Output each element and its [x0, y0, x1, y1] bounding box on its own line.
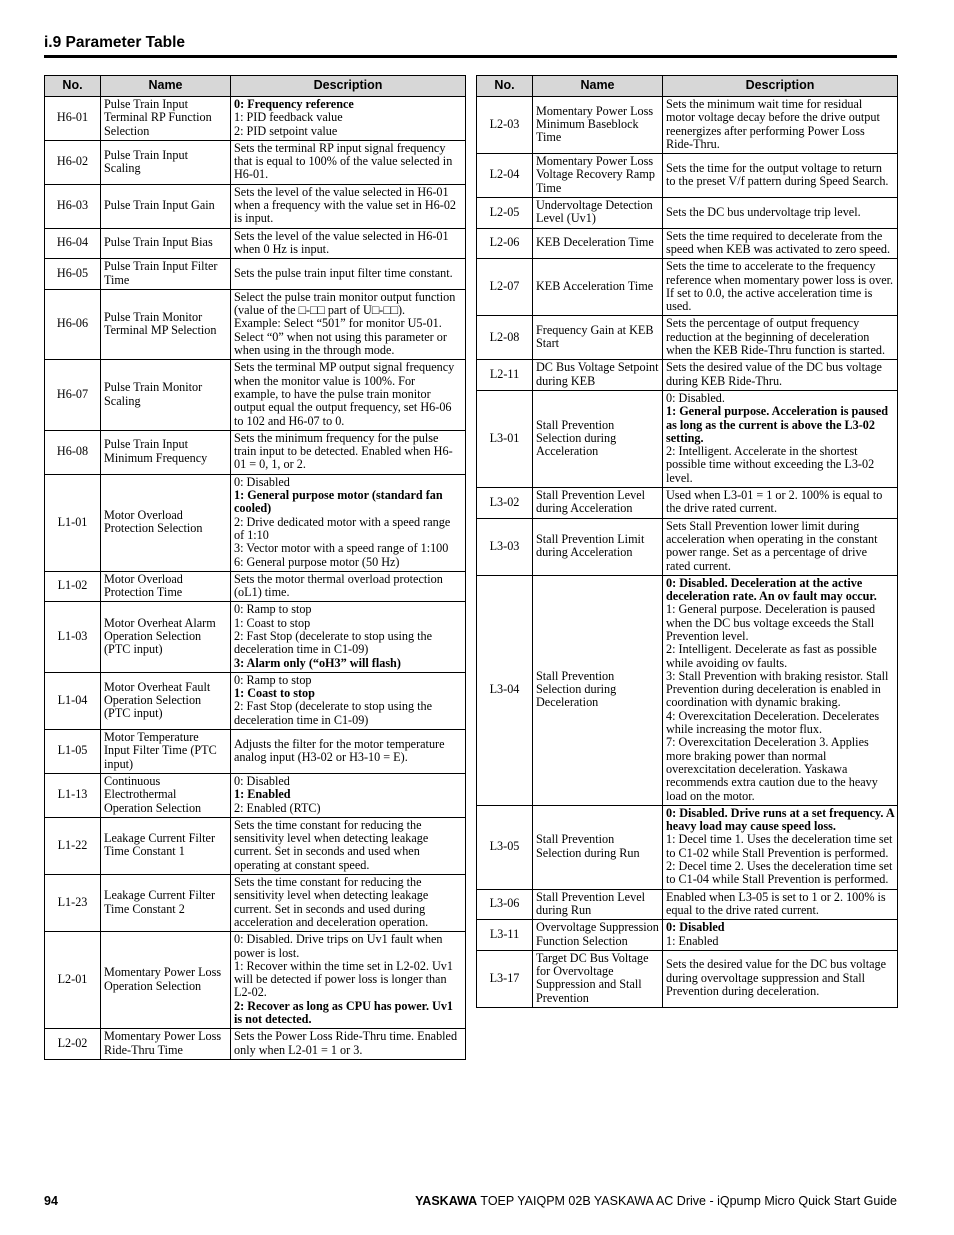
description-line: Sets the level of the value selected in H6-01 when 0 Hz is input. — [234, 228, 449, 256]
param-description — [663, 920, 898, 951]
param-description — [663, 575, 898, 805]
description-line: 0: Disabled. Drive trips on Uv1 fault when power is lost. — [234, 932, 443, 960]
description-line: Select the pulse train monitor output function (value of the □-□□ part of U□-□□). — [234, 289, 456, 318]
param-description — [663, 316, 898, 360]
param-number: H6-03 — [45, 184, 101, 228]
description-line: 6: General purpose motor (50 Hz) — [234, 554, 400, 569]
param-number: H6-07 — [45, 360, 101, 430]
table-row — [477, 259, 898, 316]
description-line: 1: Decel time 1. Uses the deceleration time set to C1-02 while Stall Prevention is performed. — [666, 832, 893, 860]
description-line: 0: Disabled. Deceleration at the active deceleration rate. An ov fault may occur. — [666, 575, 877, 604]
header-no: No. — [45, 76, 101, 97]
description-line: Sets Stall Prevention lower limit during acceleration when operating in the constant power range. Set as a percentage of drive rated current. — [666, 518, 878, 573]
description-line: Sets the time constant for reducing the sensitivity level when detecting leakage current. Set in seconds and used during acceleration and deceleration operation. — [234, 875, 429, 929]
table-row — [477, 488, 898, 519]
table-row — [45, 602, 466, 672]
param-description — [231, 817, 466, 874]
param-name: DC Bus Voltage Setpoint during KEB — [533, 360, 663, 391]
header-description: Description — [231, 76, 466, 97]
param-number: L3-11 — [477, 920, 533, 951]
param-description — [231, 430, 466, 474]
param-name: Pulse Train Monitor Scaling — [101, 360, 231, 430]
parameter-table-right — [476, 75, 898, 1008]
table-row — [45, 360, 466, 430]
param-name: Stall Prevention Level during Run — [533, 889, 663, 920]
table-row — [45, 773, 466, 817]
param-name: Pulse Train Input Bias — [101, 228, 231, 259]
param-name: Motor Temperature Input Filter Time (PTC input) — [101, 730, 231, 774]
description-line: Enabled when L3-05 is set to 1 or 2. 100% is equal to the drive rated current. — [666, 889, 886, 917]
footer-doc-title — [415, 1194, 897, 1208]
param-description — [231, 289, 466, 359]
param-number: L3-06 — [477, 889, 533, 920]
param-number: L2-04 — [477, 154, 533, 198]
description-line: Sets the level of the value selected in H6-01 when a frequency with the value set in H6-02 is input. — [234, 184, 457, 226]
description-line: 1: General purpose. Deceleration is paused when the DC bus voltage exceeds the Stall Prevention level. — [666, 602, 876, 643]
param-number: H6-06 — [45, 289, 101, 359]
param-number: H6-01 — [45, 97, 101, 141]
description-line: 1: Enabled — [666, 933, 719, 948]
description-line: 2: Enabled (RTC) — [234, 800, 321, 815]
description-line: 3: Vector motor with a speed range of 1:100 — [234, 541, 449, 556]
param-number: L3-17 — [477, 950, 533, 1007]
param-description — [663, 950, 898, 1007]
table-row — [45, 289, 466, 359]
param-name: Stall Prevention Level during Acceleration — [533, 488, 663, 519]
description-line: 0: Ramp to stop — [234, 672, 312, 687]
param-name: Stall Prevention Selection during Run — [533, 805, 663, 889]
description-line: Sets the DC bus undervoltage trip level. — [666, 204, 861, 219]
table-row — [45, 571, 466, 602]
table-row — [477, 950, 898, 1007]
table-row — [45, 875, 466, 932]
description-line: Sets the pulse train input filter time constant. — [234, 265, 453, 280]
param-description — [663, 228, 898, 259]
description-line: 7: Overexcitation Deceleration 3. Applies more braking power than normal overexcitation deceleration. Yaskawa recommends extra caution due to the heavy load on the motor. — [666, 735, 878, 803]
param-name: Pulse Train Input Terminal RP Function Selection — [101, 97, 231, 141]
param-description — [663, 154, 898, 198]
param-description — [663, 889, 898, 920]
param-name: Pulse Train Input Scaling — [101, 140, 231, 184]
param-name: Stall Prevention Selection during Deceleration — [533, 575, 663, 805]
description-line: 0: Frequency reference — [234, 97, 354, 111]
param-number: H6-02 — [45, 140, 101, 184]
description-line: Used when L3-01 = 1 or 2. 100% is equal to the drive rated current. — [666, 488, 883, 516]
param-number: L2-08 — [477, 316, 533, 360]
param-name: Motor Overheat Fault Operation Selection (PTC input) — [101, 672, 231, 729]
param-description — [231, 259, 466, 290]
param-number: H6-08 — [45, 430, 101, 474]
description-line: 1: Enabled — [234, 787, 291, 802]
param-number: L2-07 — [477, 259, 533, 316]
description-line: 2: Intelligent. Accelerate in the shortest possible time without exceeding the L3-02 level. — [666, 444, 875, 485]
description-line: Sets the terminal RP input signal frequency that is equal to 100% of the value selected in H6-01. — [234, 140, 453, 182]
description-line: Sets the time required to decelerate from the speed when KEB was activated to zero speed. — [666, 228, 891, 256]
param-name: KEB Acceleration Time — [533, 259, 663, 316]
param-description — [231, 571, 466, 602]
description-line: Sets the time for the output voltage to return to the preset V/f pattern during Speed Search. — [666, 160, 889, 189]
param-number: L1-23 — [45, 875, 101, 932]
table-row — [477, 97, 898, 154]
param-description — [663, 259, 898, 316]
description-line: 0: Disabled — [234, 474, 290, 489]
param-description — [231, 602, 466, 672]
param-number: L3-05 — [477, 805, 533, 889]
param-number: L1-03 — [45, 602, 101, 672]
table-row — [477, 920, 898, 951]
description-line: 0: Disabled — [666, 920, 725, 935]
param-description — [231, 97, 466, 141]
description-line: Sets the minimum wait time for residual motor voltage decay before the drive output reenergizes after performing Power Loss Ride-Thru. — [666, 97, 880, 151]
description-line: 2: Intelligent. Decelerate as fast as possible while avoiding ov faults. — [666, 642, 877, 670]
param-name: Continuous Electrothermal Operation Selection — [101, 773, 231, 817]
param-number: L3-01 — [477, 390, 533, 487]
param-name: Pulse Train Input Filter Time — [101, 259, 231, 290]
table-row — [45, 1029, 466, 1060]
param-number: L1-05 — [45, 730, 101, 774]
param-name: Leakage Current Filter Time Constant 2 — [101, 875, 231, 932]
table-row — [477, 316, 898, 360]
description-line: 2: Recover as long as CPU has power. Uv1 is not detected. — [234, 998, 454, 1026]
param-number: L1-02 — [45, 571, 101, 602]
table-row — [477, 198, 898, 229]
description-line: 2: PID setpoint value — [234, 123, 338, 138]
description-line: 1: Coast to stop — [234, 686, 315, 701]
param-number: L1-22 — [45, 817, 101, 874]
table-row — [45, 228, 466, 259]
param-description — [663, 97, 898, 154]
param-number: L2-03 — [477, 97, 533, 154]
header-name: Name — [533, 76, 663, 97]
table-row — [45, 730, 466, 774]
header-no: No. — [477, 76, 533, 97]
description-line: 4: Overexcitation Deceleration. Decelerates while increasing the motor flux. — [666, 708, 880, 737]
description-line: Sets the minimum frequency for the pulse train input to be detected. Enabled when H6-01 = 0, 1, or 2. — [234, 430, 453, 472]
param-name: KEB Deceleration Time — [533, 228, 663, 259]
param-description — [663, 805, 898, 889]
description-line: 1: Coast to stop — [234, 615, 311, 630]
header-description: Description — [663, 76, 898, 97]
table-row — [477, 575, 898, 805]
param-description — [231, 228, 466, 259]
table-row — [45, 817, 466, 874]
description-line: Sets the Power Loss Ride-Thru time. Enabled only when L2-01 = 1 or 3. — [234, 1029, 458, 1057]
param-number: L2-01 — [45, 932, 101, 1029]
footer-title-text: TOEP YAIQPM 02B YASKAWA AC Drive - iQpump Micro Quick Start Guide — [477, 1194, 897, 1208]
description-line: 1: General purpose motor (standard fan cooled) — [234, 488, 443, 516]
param-name: Pulse Train Monitor Terminal MP Selection — [101, 289, 231, 359]
param-description — [231, 1029, 466, 1060]
description-line: 2: Drive dedicated motor with a speed range of 1:10 — [234, 514, 451, 542]
section-title: i.9 Parameter Table — [44, 34, 186, 51]
description-line: 2: Fast Stop (decelerate to stop using the deceleration time in C1-09) — [234, 699, 433, 727]
param-name: Overvoltage Suppression Function Selection — [533, 920, 663, 951]
description-line: Example: Select “501” for monitor U5-01. Select “0” when not using this parameter or when using in the through mode. — [234, 316, 447, 358]
table-row — [477, 518, 898, 575]
param-number: L3-04 — [477, 575, 533, 805]
param-description — [231, 672, 466, 729]
description-line: 0: Disabled. — [666, 390, 725, 405]
table-row — [477, 390, 898, 487]
param-description — [663, 360, 898, 391]
description-line: 3: Alarm only (“oH3” will flash) — [234, 655, 401, 670]
param-number: L3-03 — [477, 518, 533, 575]
table-row — [45, 140, 466, 184]
footer-brand: YASKAWA — [415, 1194, 478, 1208]
table-row — [45, 184, 466, 228]
table-row — [45, 97, 466, 141]
param-name: Momentary Power Loss Operation Selection — [101, 932, 231, 1029]
param-number: L2-11 — [477, 360, 533, 391]
param-description — [663, 488, 898, 519]
description-line: Sets the desired value of the DC bus voltage during KEB Ride-Thru. — [666, 360, 882, 388]
table-row — [45, 474, 466, 571]
description-line: Sets the desired value for the DC bus voltage during overvoltage suppression and Stall Prevention during deceleration. — [666, 957, 886, 999]
param-number: L2-02 — [45, 1029, 101, 1060]
param-number: L3-02 — [477, 488, 533, 519]
param-description — [231, 875, 466, 932]
param-description — [231, 474, 466, 571]
section-rule — [44, 55, 897, 58]
param-name: Undervoltage Detection Level (Uv1) — [533, 198, 663, 229]
description-line: Sets the motor thermal overload protection (oL1) time. — [234, 571, 443, 600]
table-header-row — [45, 76, 466, 97]
param-name: Momentary Power Loss Voltage Recovery Ramp Time — [533, 154, 663, 198]
description-line: 0: Disabled. Drive runs at a set frequency. A heavy load may cause speed loss. — [666, 805, 894, 834]
header-name: Name — [101, 76, 231, 97]
param-name: Stall Prevention Selection during Acceleration — [533, 390, 663, 487]
param-name: Motor Overload Protection Selection — [101, 474, 231, 571]
description-line: 2: Decel time 2. Uses the deceleration time set to C1-04 while Stall Prevention is performed. — [666, 859, 893, 887]
param-description — [231, 140, 466, 184]
table-row — [45, 430, 466, 474]
param-name: Motor Overheat Alarm Operation Selection (PTC input) — [101, 602, 231, 672]
description-line: 2: Fast Stop (decelerate to stop using the deceleration time in C1-09) — [234, 628, 433, 657]
table-row — [477, 228, 898, 259]
param-name: Target DC Bus Voltage for Overvoltage Suppression and Stall Prevention — [533, 950, 663, 1007]
param-number: L1-01 — [45, 474, 101, 571]
param-description — [663, 518, 898, 575]
table-row — [477, 889, 898, 920]
param-number: H6-04 — [45, 228, 101, 259]
param-number: L1-04 — [45, 672, 101, 729]
param-name: Motor Overload Protection Time — [101, 571, 231, 602]
param-name: Stall Prevention Limit during Acceleration — [533, 518, 663, 575]
description-line: 1: General purpose. Acceleration is paused as long as the current is above the L3-02 setting. — [666, 404, 889, 445]
param-number: L2-06 — [477, 228, 533, 259]
description-line: 0: Ramp to stop — [234, 602, 312, 617]
param-description — [663, 198, 898, 229]
param-description — [231, 773, 466, 817]
param-name: Momentary Power Loss Ride-Thru Time — [101, 1029, 231, 1060]
description-line: 1: PID feedback value — [234, 110, 343, 125]
table-header-row — [477, 76, 898, 97]
param-description — [231, 932, 466, 1029]
description-line: Sets the time to accelerate to the frequency reference when momentary power loss is over. If set to 0.0, the active acceleration time is used. — [666, 259, 894, 314]
param-name: Pulse Train Input Minimum Frequency — [101, 430, 231, 474]
param-name: Leakage Current Filter Time Constant 1 — [101, 817, 231, 874]
parameter-table-left — [44, 75, 466, 1060]
param-name: Frequency Gain at KEB Start — [533, 316, 663, 360]
param-number: L1-13 — [45, 773, 101, 817]
param-description — [231, 730, 466, 774]
description-line: Sets the terminal MP output signal frequency when the monitor value is 100%. For example, to have the pulse train monitor output equal the output frequency, set H6-06 to 102 and H6-07 to 0. — [234, 360, 455, 428]
param-name: Momentary Power Loss Minimum Baseblock Time — [533, 97, 663, 154]
description-line: Adjusts the filter for the motor temperature analog input (H3-02 or H3-10 = E). — [234, 736, 445, 764]
table-row — [45, 672, 466, 729]
description-line: Sets the time constant for reducing the sensitivity level when detecting leakage current. Set in seconds and used when operating at constant speed. — [234, 817, 429, 872]
description-line: 0: Disabled — [234, 773, 290, 788]
param-description — [663, 390, 898, 487]
page-number: 94 — [44, 1194, 58, 1208]
param-number: H6-05 — [45, 259, 101, 290]
param-number: L2-05 — [477, 198, 533, 229]
param-description — [231, 184, 466, 228]
param-description — [231, 360, 466, 430]
table-row — [477, 805, 898, 889]
param-name: Pulse Train Input Gain — [101, 184, 231, 228]
table-row — [477, 154, 898, 198]
description-line: 3: Stall Prevention with braking resistor. Stall Prevention during deceleration is enabled in coordination with dynamic braking. — [666, 668, 889, 710]
description-line: 1: Recover within the time set in L2-02. Uv1 will be detected if power loss is longer than L2-02. — [234, 958, 453, 1000]
table-row — [45, 932, 466, 1029]
table-row — [477, 360, 898, 391]
table-row — [45, 259, 466, 290]
description-line: Sets the percentage of output frequency reduction at the beginning of deceleration when the KEB Ride-Thru function is started. — [666, 316, 885, 358]
